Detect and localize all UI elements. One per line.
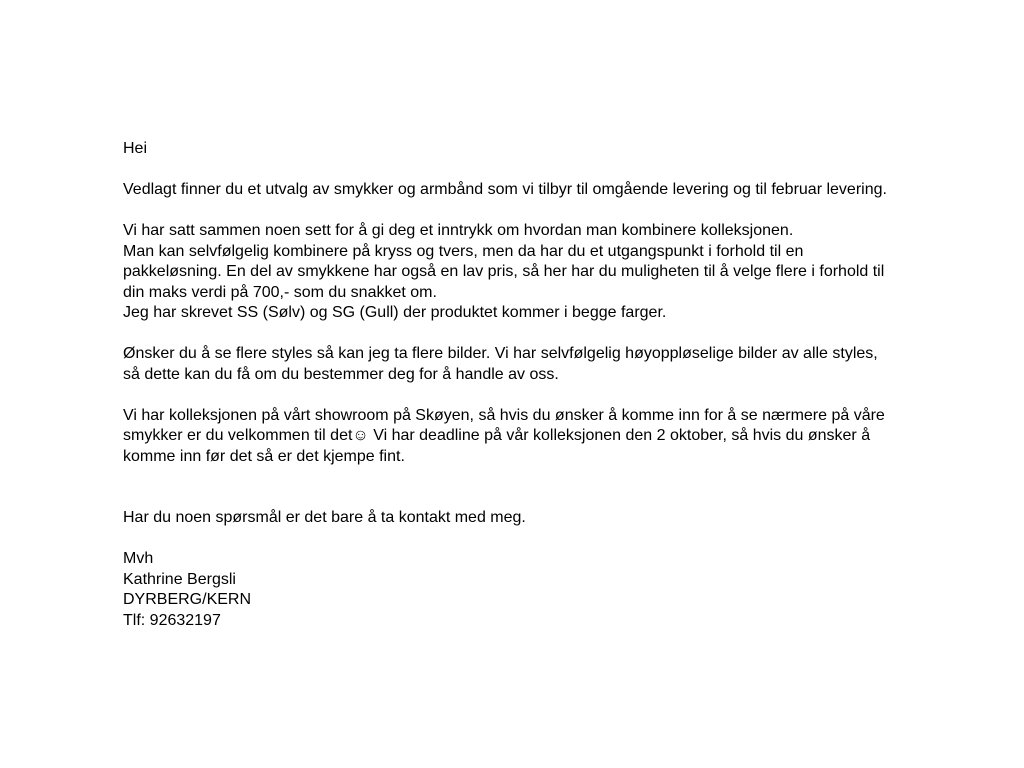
- blank-line: [123, 529, 893, 550]
- blank-line: [123, 201, 893, 222]
- paragraph-combine: Man kan selvfølgelig kombinere på kryss og tvers, men da har du et utgangspunkt i forhold til en pakkeløsning. En del av smykkene har også en lav pris, så her har du muligheten til å velge flere i forhold til din maks verdi på 700,- som du snakket om.: [123, 242, 885, 301]
- signature-phone: Tlf: 92632197: [123, 611, 221, 629]
- blank-line: [123, 385, 893, 406]
- paragraph-showroom: Vi har kolleksjonen på vårt showroom på Skøyen, så hvis du ønsker å komme inn for å se nærmere på våre smykker er du velkommen til det☺ Vi har deadline på vår kolleksjonen den 2 oktober, så hvis du ønsker å komme inn før det så er det kjempe fint.: [123, 406, 885, 465]
- blank-line: [123, 160, 893, 181]
- letter-body: [123, 139, 893, 631]
- paragraph-sets: Vi har satt sammen noen sett for å gi deg et inntrykk om hvordan man kombinere kolleksjonen.: [123, 222, 794, 239]
- paragraph-attachment: Vedlagt finner du et utvalg av smykker og armbånd som vi tilbyr til omgående levering og til februar levering.: [123, 181, 887, 198]
- blank-line: [123, 467, 893, 508]
- signature-company: DYRBERG/KERN: [123, 591, 252, 608]
- signoff: Mvh: [123, 550, 154, 567]
- blank-line: [123, 324, 893, 345]
- paragraph-contact: Har du noen spørsmål er det bare å ta kontakt med meg.: [123, 509, 526, 526]
- paragraph-colors: Jeg har skrevet SS (Sølv) og SG (Gull) der produktet kommer i begge farger.: [123, 304, 667, 321]
- paragraph-images: Ønsker du å se flere styles så kan jeg ta flere bilder. Vi har selvfølgelig høyoppløselige bilder av alle styles, så dette kan du få om du bestemmer deg for å handle av oss.: [123, 345, 878, 383]
- greeting: Hei: [123, 140, 148, 157]
- signature-name: Kathrine Bergsli: [123, 570, 236, 588]
